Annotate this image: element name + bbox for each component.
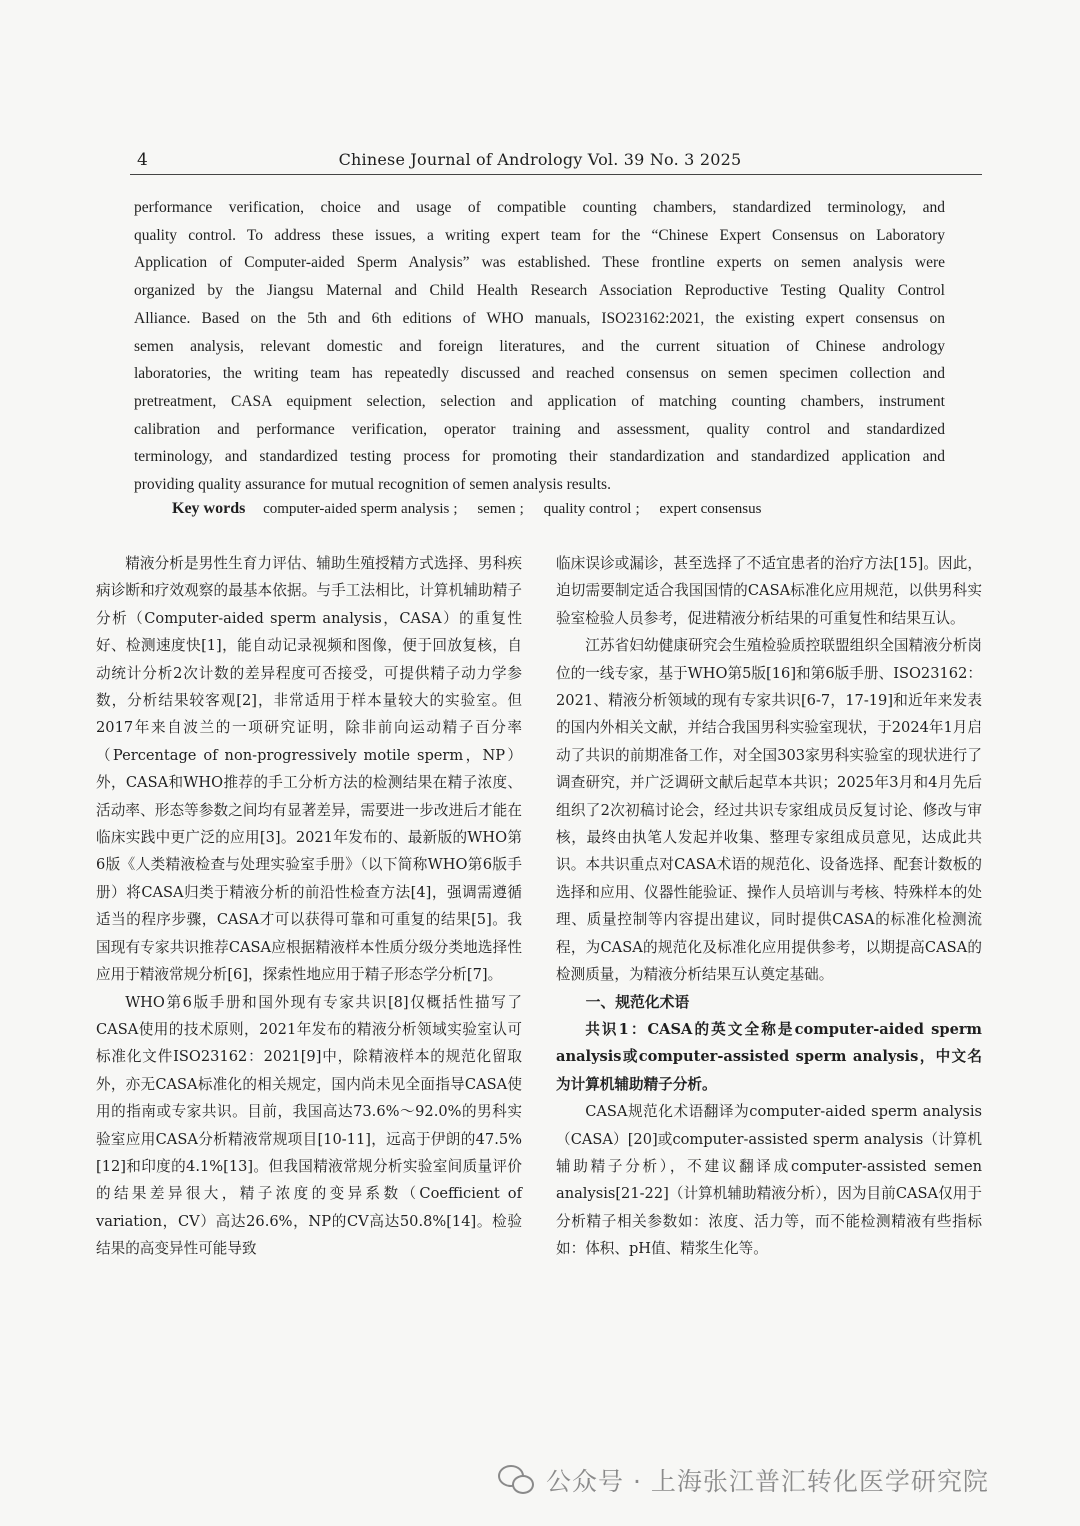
body-paragraph: CASA规范化术语翻译为computer-aided sperm analysis（CASA）[20]或computer-assisted sperm analysis（计算机辅助精子分析），不建议翻译成computer-assisted semen analysis[21-22]（计算机辅助精液分析），因为目前CASA仅用于分析精子相关参数如：浓度、活力等，而不能检测精液有些指标如：体积、pH值、精浆生化等。: [556, 1103, 982, 1258]
abstract-line: semen analysis, relevant domestic and foreign literatures, and the current situation of Chinese andrology: [134, 337, 945, 355]
abstract-line: Application of Computer-aided Sperm Analysis” was established. These frontline experts on semen analysis were: [134, 254, 945, 272]
section-heading: 一、规范化术语: [585, 993, 690, 1011]
keyword-separator: ;: [635, 501, 640, 517]
keyword-separator: ;: [453, 501, 458, 517]
abstract-line: calibration and performance verification, operator training and assessment, quality control and standardized: [134, 420, 945, 438]
keywords-line: [172, 500, 765, 518]
keyword-separator: ;: [519, 501, 524, 517]
watermark-text: 公众号 · 上海张江普汇转化医学研究院: [546, 1467, 989, 1496]
abstract-body: [134, 194, 945, 499]
wechat-icon: [498, 1465, 536, 1495]
body-paragraph: 精液分析是男性生育力评估、辅助生殖授精方式选择、男科疾病诊断和疗效观察的最基本依据。与手工法相比，计算机辅助精子分析（Computer-aided sperm analysis，CASA）的重复性好、检测速度快[1]，能自动记录视频和图像，便于回放复核，自动统计分析2次计数的差异程度可否接受，可提供精子动力学参数，分析结果较客观[2]，非常适用于样本量较大的实验室。但2017年来自波兰的一项研究证明，除非前向运动精子百分率（Percentage of non-progressively motile sperm，NP）外，CASA和WHO推荐的手工分析方法的检测结果在精子浓度、活动率、形态等参数之间均有显著差异，需要进一步改进后才能在临床实践中更广泛的应用[3]。2021年发布的、最新版的WHO第6版《人类精液检查与处理实验室手册》（以下简称WHO第6版手册）将CASA归类于精液分析的前沿性检查方法[4]，强调需遵循适当的程序步骤，CASA才可以获得可靠和可重复的结果[5]。我国现有专家共识推荐CASA应根据精液样本性质分级分类地选择性应用于精液常规分析[6]，探索性地应用于精子形态学分析[7]。: [96, 555, 522, 984]
abstract-line: Alliance. Based on the 5th and 6th editions of WHO manuals, ISO23162:2021, the existing expert consensus on: [134, 309, 945, 327]
page-number: 4: [137, 150, 148, 170]
abstract-line: terminology, and standardized testing process for promoting their standardization and standardized application and: [134, 448, 945, 466]
body-paragraph: WHO第6版手册和国外现有专家共识[8]仅概括性描写了CASA使用的技术原则，2021年发布的精液分析领域实验室认可标准化文件ISO23162：2021[9]中，除精液样本的规范化留取外，亦无CASA标准化的相关规定，国内尚未见全面指导CASA使用的指南或专家共识。目前，我国高达73.6%～92.0%的男科实验室应用CASA分析精液常规项目[10-11]，远高于伊朗的47.5%[12]和印度的4.1%[13]。但我国精液常规分析实验室间质量评价的结果差异很大，精子浓度的变异系数（Coefficient of variation，CV）高达26.6%，NP的CV高达50.8%[14]。检验结果的高变异性可能导致: [96, 993, 522, 1258]
keywords-label: Key words: [172, 500, 246, 517]
abstract-line: pretreatment, CASA equipment selection, selection and application of matching counting chambers, instrument: [134, 392, 945, 410]
left-column: [96, 550, 522, 1263]
keyword: semen: [477, 501, 516, 517]
watermark: [498, 1462, 989, 1498]
abstract-line: performance verification, choice and usage of compatible counting chambers, standardized terminology, and: [134, 199, 945, 216]
body-paragraph-continuation: 临床误诊或漏诊，甚至选择了不适宜患者的治疗方法[15]。因此，迫切需要制定适合我国国情的CASA标准化应用规范，以供男科实验室检验人员参考，促进精液分析结果的可重复性和结果互认。: [556, 555, 982, 627]
right-column: [556, 550, 982, 1263]
body-paragraph: 江苏省妇幼健康研究会生殖检验质控联盟组织全国精液分析岗位的一线专家，基于WHO第5版[16]和第6版手册、ISO23162：2021、精液分析领域的现有专家共识[6-7，17-19]和近年来发表的国内外相关文献，并结合我国男科实验室现状，于2024年1月启动了共识的前期准备工作，对全国303家男科实验室的现状进行了调查研究，并广泛调研文献后起草本共识；2025年3月和4月先后组织了2次初稿讨论会，经过共识专家组成员反复讨论、修改与审核，最终由执笔人发起并收集、整理专家组成员意见，达成此共识。本共识重点对CASA术语的规范化、设备选择、配套计数板的选择和应用、仪器性能验证、操作人员培训与考核、特殊样本的处理、质量控制等内容提出建议，同时提供CASA的标准化检测流程，为CASA的规范化及标准化应用提供参考，以期提高CASA的检测质量，为精液分析结果互认奠定基础。: [556, 637, 982, 984]
keyword: computer-aided sperm analysis: [263, 501, 450, 517]
abstract-line: organized by the Jiangsu Maternal and Child Health Research Association Reproductive Testing Quality Control: [134, 282, 945, 300]
abstract-line: quality control. To address these issues, a writing expert team for the “Chinese Expert Consensus on Laboratory: [134, 226, 945, 244]
abstract-line: laboratories, the writing team has repeatedly discussed and reached consensus on semen specimen collection and: [134, 365, 945, 383]
journal-header: Chinese Journal of Andrology Vol. 39 No. 3 2025: [338, 150, 742, 169]
consensus-statement: 共识1：CASA的英文全称是computer-aided sperm analysis或computer-assisted sperm analysis，中文名为计算机辅助精子分析。: [556, 1020, 982, 1093]
keyword: quality control: [543, 501, 632, 517]
keyword: expert consensus: [659, 501, 762, 517]
header-rule: [130, 174, 982, 175]
abstract-line: providing quality assurance for mutual recognition of semen analysis results.: [134, 476, 611, 494]
